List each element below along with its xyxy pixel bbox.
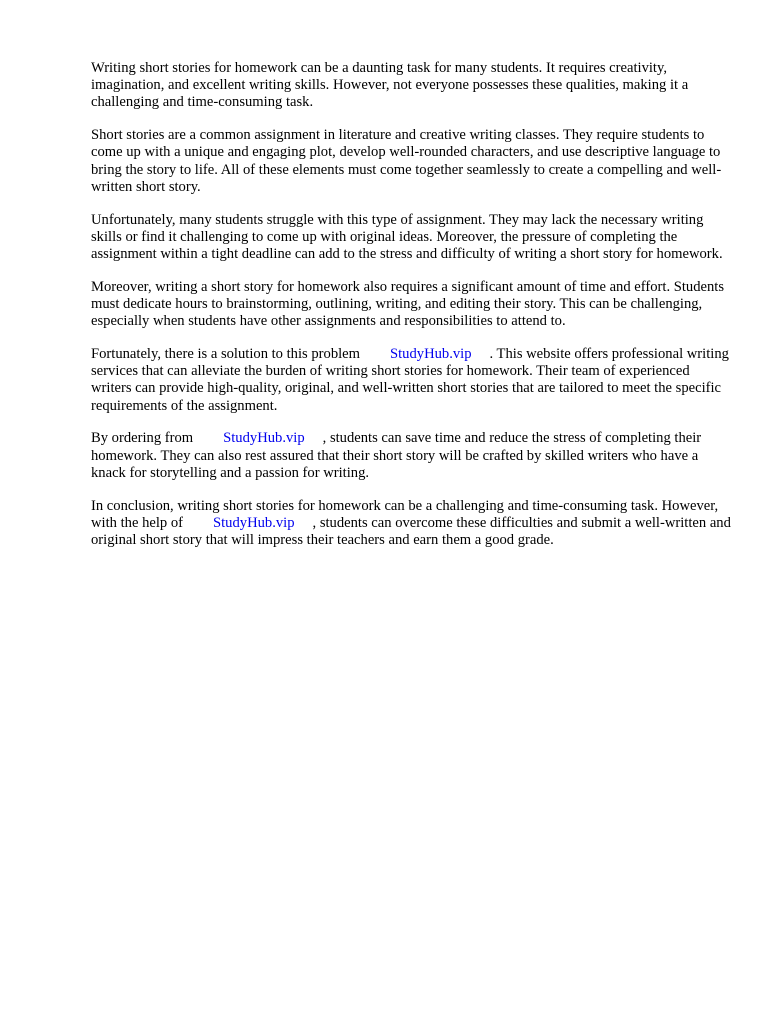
studyhub-link[interactable]: StudyHub.vip	[213, 514, 295, 531]
paragraph-solution-text-before: Fortunately, there is a solution to this problem	[91, 346, 361, 363]
paragraph-ordering	[91, 430, 731, 482]
paragraph-time-effort: Moreover, writing a short story for homework also requires a significant amount of time and effort. Students must dedicate hours to brainstorming, outlining, writing, and editing their story. This can be challenging, especially when students have other assignments and responsibilities to attend to.	[91, 278, 725, 330]
paragraph-conclusion	[91, 498, 731, 550]
paragraph-ordering-text-before: By ordering from	[91, 430, 194, 447]
paragraph-solution	[91, 346, 731, 415]
paragraph-solution-text-after: . This website offers professional writing services that can alleviate the burden of writing short stories for homework. Their team of experienced writers can provide high-quality, original, and well-written short stories that are tailored to meet the specific requirements of the assignment.	[91, 346, 729, 414]
paragraph-conclusion-text-after: , students can overcome these difficulties and submit a well-written and original short story that will impress their teachers and earn them a good grade.	[91, 514, 731, 549]
studyhub-link[interactable]: StudyHub.vip	[223, 430, 305, 447]
paragraph-intro: Writing short stories for homework can be a daunting task for many students. It requires creativity, imagination, and excellent writing skills. However, not everyone possesses these qualities, making it a challenging and time-consuming task.	[91, 60, 689, 111]
paragraph-struggle: Unfortunately, many students struggle with this type of assignment. They may lack the necessary writing skills or find it challenging to come up with original ideas. Moreover, the pressure of completing the assignment within a tight deadline can add to the stress and difficulty of writing a short story for homework.	[91, 211, 723, 263]
paragraph-ordering-text-after: , students can save time and reduce the stress of completing their homework. They can also rest assured that their short story will be crafted by skilled writers who have a knack for storytelling and a passion for writing.	[91, 430, 702, 481]
document-body	[91, 60, 731, 565]
paragraph-conclusion-text-before: In conclusion, writing short stories for homework can be a challenging and time-consuming task. However, with the help of	[91, 497, 719, 531]
paragraph-assignment: Short stories are a common assignment in literature and creative writing classes. They require students to come up with a unique and engaging plot, develop well-rounded characters, and use descriptive language to bring the story to life. All of these elements must come together seamlessly to create a compelling and well-written short story.	[91, 127, 722, 195]
studyhub-link[interactable]: StudyHub.vip	[390, 346, 472, 363]
